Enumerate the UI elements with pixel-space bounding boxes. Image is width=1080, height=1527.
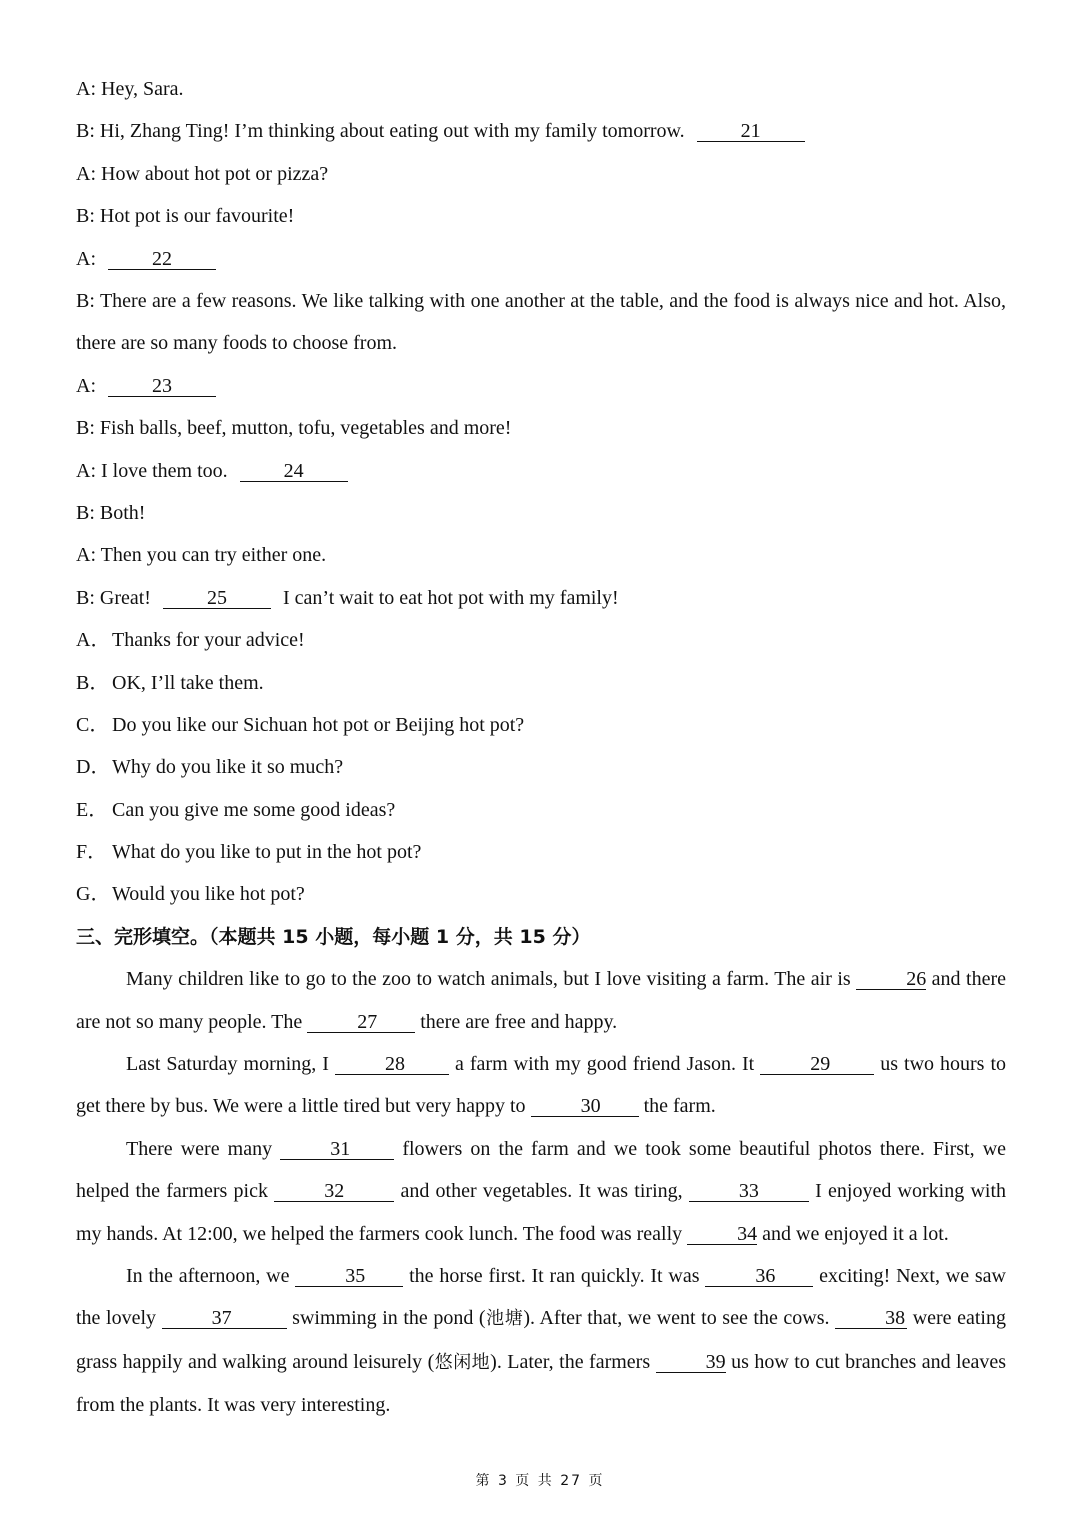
option-g xyxy=(76,873,1006,915)
answer-blank-29[interactable]: 29 xyxy=(760,1054,874,1075)
answer-blank-21[interactable]: 21 xyxy=(697,121,805,142)
passage-text: a farm with my good friend Jason. It xyxy=(455,1053,755,1076)
answer-blank-37[interactable]: 37 xyxy=(162,1308,287,1329)
answer-blank-23[interactable]: 23 xyxy=(108,376,216,397)
option-text: What do you like to put in the hot pot? xyxy=(112,841,422,864)
passage-text: There were many xyxy=(126,1137,273,1160)
passage-text: I enjoyed working with my hands. At 12:00, we helped the farmers cook lunch. The food was really xyxy=(76,1180,1006,1245)
dialogue-text: B: There are a few reasons. We like talking with one another at the table, and the food is always nice and hot. Also, there are so many foods to choose from. xyxy=(76,289,1006,355)
option-letter: C． xyxy=(76,713,110,736)
answer-blank-31[interactable]: 31 xyxy=(280,1139,394,1160)
passage-text: In the afternoon, we xyxy=(126,1265,290,1288)
answer-blank-24[interactable]: 24 xyxy=(240,461,348,482)
option-letter: E． xyxy=(76,798,109,821)
passage-text: ). Later, the farmers xyxy=(490,1350,651,1373)
dialogue-line-7 xyxy=(76,365,1006,407)
dialogue-text: I can’t wait to eat hot pot with my family! xyxy=(282,586,619,609)
dialogue-line-2 xyxy=(76,110,1006,152)
dialogue-line-3 xyxy=(76,153,1006,195)
dialogue-line-1 xyxy=(76,68,1006,110)
passage-text: swimming in the pond ( xyxy=(292,1307,486,1330)
passage-text: flowers on the farm and we took some beautiful photos there. First, we helped the farmers pick xyxy=(76,1137,1007,1203)
section-heading-part: 三、完形填空。（本题共 xyxy=(76,925,276,948)
page-footer: 第 3 页 共 27 页 xyxy=(475,1473,605,1489)
passage-paragraph-4 xyxy=(76,1255,1006,1427)
option-text: Would you like hot pot? xyxy=(112,883,305,906)
section-heading xyxy=(76,916,1006,958)
passage-paragraph-3 xyxy=(76,1128,1006,1255)
answer-blank-34[interactable]: 34 xyxy=(687,1224,757,1245)
section-heading-number: 15 xyxy=(282,925,309,948)
section-heading-number: 15 xyxy=(519,925,546,948)
answer-blank-26[interactable]: 26 xyxy=(856,969,926,990)
option-letter: G． xyxy=(76,883,111,906)
document-page xyxy=(76,68,1006,1427)
option-text: Do you like our Sichuan hot pot or Beijing hot pot? xyxy=(112,713,525,736)
option-e xyxy=(76,789,1006,831)
passage-text: and we enjoyed it a lot. xyxy=(762,1222,949,1245)
answer-blank-39[interactable]: 39 xyxy=(656,1352,726,1373)
passage-text: us how to cut branches and leaves from the plants. It was very interesting. xyxy=(76,1350,1007,1417)
dialogue-text: A: xyxy=(76,374,96,397)
dialogue-text: A: How about hot pot or pizza? xyxy=(76,162,329,185)
passage-text: Last Saturday morning, I xyxy=(126,1053,329,1076)
dialogue-line-6 xyxy=(76,280,1006,365)
option-letter: B． xyxy=(76,671,110,694)
dialogue-text: A: Then you can try either one. xyxy=(76,544,327,567)
dialogue-text: B: Great! xyxy=(76,586,151,609)
answer-blank-22[interactable]: 22 xyxy=(108,249,216,270)
section-heading-part: 分） xyxy=(552,925,591,948)
answer-blank-38[interactable]: 38 xyxy=(835,1308,907,1329)
passage-text: the horse first. It ran quickly. It was xyxy=(409,1265,700,1288)
answer-blank-35[interactable]: 35 xyxy=(295,1266,403,1287)
option-letter: D． xyxy=(76,756,111,779)
option-f xyxy=(76,831,1006,873)
dialogue-line-4 xyxy=(76,195,1006,237)
option-letter: F． xyxy=(76,841,108,864)
dialogue-text: A: I love them too. xyxy=(76,459,228,482)
option-text: Why do you like it so much? xyxy=(112,756,344,779)
passage-text: us two hours to get there by bus. We were a little tired but very happy to xyxy=(76,1053,1007,1118)
chinese-gloss: 悠闲地 xyxy=(434,1351,491,1373)
answer-blank-28[interactable]: 28 xyxy=(335,1054,449,1075)
dialogue-text: B: Hi, Zhang Ting! I’m thinking about eating out with my family tomorrow. xyxy=(76,120,685,143)
dialogue-line-11 xyxy=(76,534,1006,576)
dialogue-text: B: Both! xyxy=(76,501,146,524)
option-a xyxy=(76,619,1006,661)
dialogue-text: A: Hey, Sara. xyxy=(76,78,184,100)
section-heading-number: 1 xyxy=(435,925,450,948)
passage-paragraph-2 xyxy=(76,1043,1006,1128)
dialogue-text: A: xyxy=(76,247,96,270)
option-text: Can you give me some good ideas? xyxy=(112,798,396,821)
option-c xyxy=(76,704,1006,746)
dialogue-line-8 xyxy=(76,407,1006,449)
passage-text: there are free and happy. xyxy=(420,1010,618,1033)
dialogue-line-9 xyxy=(76,450,1006,492)
chinese-gloss: 池塘 xyxy=(485,1308,524,1330)
passage-text: exciting! Next, we saw the lovely xyxy=(76,1265,1006,1330)
passage-paragraph-1 xyxy=(76,958,1006,1043)
option-d xyxy=(76,746,1006,788)
section-heading-part: 小题，每小题 xyxy=(315,925,430,948)
dialogue-line-10 xyxy=(76,492,1006,534)
answer-blank-32[interactable]: 32 xyxy=(274,1181,394,1202)
answer-blank-33[interactable]: 33 xyxy=(689,1181,809,1202)
passage-text: and there are not so many people. The xyxy=(76,968,1006,1033)
option-text: OK, I’ll take them. xyxy=(112,671,264,694)
dialogue-line-5 xyxy=(76,238,1006,280)
dialogue-text: B: Hot pot is our favourite! xyxy=(76,205,295,228)
passage-text: ). After that, we went to see the cows. xyxy=(523,1307,830,1330)
option-b xyxy=(76,662,1006,704)
section-heading-part: 分，共 xyxy=(455,925,513,948)
option-text: Thanks for your advice! xyxy=(112,629,305,652)
dialogue-line-12 xyxy=(76,577,1006,619)
answer-blank-27[interactable]: 27 xyxy=(307,1012,415,1033)
answer-blank-25[interactable]: 25 xyxy=(163,588,271,609)
option-letter: A． xyxy=(76,629,111,652)
passage-text: were eating grass happily and walking around leisurely ( xyxy=(76,1307,1006,1373)
answer-blank-30[interactable]: 30 xyxy=(531,1096,639,1117)
passage-text: Many children like to go to the zoo to watch animals, but I love visiting a farm. The air is xyxy=(126,968,851,991)
dialogue-text: B: Fish balls, beef, mutton, tofu, vegetables and more! xyxy=(76,417,512,440)
answer-blank-36[interactable]: 36 xyxy=(705,1266,813,1287)
passage-text: and other vegetables. It was tiring, xyxy=(400,1180,683,1203)
passage-text: the farm. xyxy=(643,1095,716,1118)
